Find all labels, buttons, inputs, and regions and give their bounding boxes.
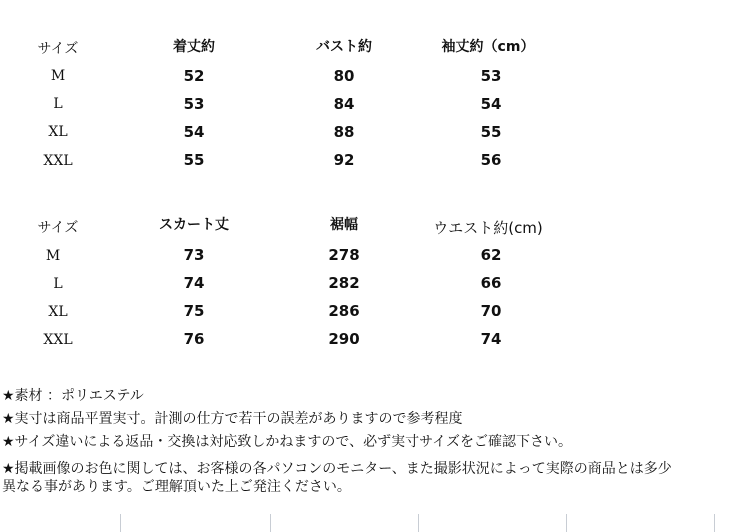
table2-row4-hem-width: 290 [328,330,360,348]
note-returns: ★サイズ違いによる返品・交換は対応致しかねますので、必ず実寸サイズをご確認下さい。 [2,434,573,450]
table1-header-size: サイズ [37,41,79,57]
table2-header-waist: ウエスト約(cm) [433,219,543,237]
table2-row2-waist: 66 [480,274,502,292]
table1-row1-bust: 80 [333,67,355,85]
table1-row4-bust: 92 [333,151,355,169]
table1-header-length: 着丈約 [173,39,215,55]
bottom-divider [714,514,715,532]
table2-header-size: サイズ [37,220,79,236]
table2-row3-size: XL [48,304,68,320]
table2-row3-skirt-length: 75 [183,302,205,320]
table1-row3-sleeve: 55 [480,123,502,141]
bottom-divider [120,514,121,532]
bottom-divider [418,514,419,532]
table2-row4-skirt-length: 76 [183,330,205,348]
note-color-line2: 異なる事があります。ご理解頂いた上ご発注ください。 [2,479,351,495]
table2-row1-hem-width: 278 [328,246,360,264]
table2-row2-hem-width: 282 [328,274,360,292]
table1-row3-bust: 88 [333,123,355,141]
table1-row3-size: XL [48,124,68,140]
note-color-line1: ★掲載画像のお色に関しては、お客様の各パソコンのモニター、また撮影状況によって実際の商品とは多少 [2,461,672,477]
table2-row2-skirt-length: 74 [183,274,205,292]
table1-row2-bust: 84 [333,95,355,113]
table1-row2-size: L [53,96,63,112]
bottom-divider [566,514,567,532]
table2-header-skirt-length: スカート丈 [159,217,229,233]
table2-row3-hem-width: 286 [328,302,360,320]
table1-row4-length: 55 [183,151,205,169]
table1-row1-sleeve: 53 [480,67,502,85]
table1-header-sleeve: 袖丈約（cm） [441,39,535,55]
table1-row1-size: M [50,68,66,84]
table1-row4-sleeve: 56 [480,151,502,169]
bottom-divider [270,514,271,532]
table2-row4-waist: 74 [480,330,502,348]
table1-row2-length: 53 [183,95,205,113]
table1-row2-sleeve: 54 [480,95,502,113]
note-measurement: ★実寸は商品平置実寸。計測の仕方で若干の誤差がありますので参考程度 [2,411,463,427]
table1-row4-size: XXL [43,153,73,169]
table2-row1-waist: 62 [480,246,502,264]
table1-row3-length: 54 [183,123,205,141]
table1-row1-length: 52 [183,67,205,85]
table2-header-hem-width: 裾幅 [330,217,358,233]
table1-header-bust: バスト約 [316,39,372,55]
note-material: ★素材 ：ポリエステル [2,388,144,404]
table2-row3-waist: 70 [480,302,502,320]
table2-row1-skirt-length: 73 [183,246,205,264]
table2-row1-size: M [45,248,61,264]
table2-row2-size: L [53,276,63,292]
table2-row4-size: XXL [43,332,73,348]
